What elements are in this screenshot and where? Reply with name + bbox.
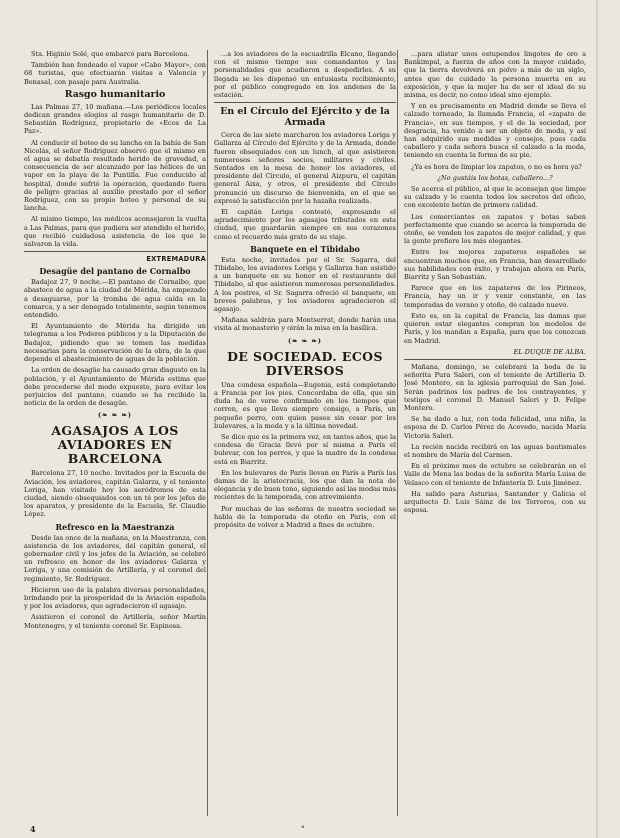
paragraph: Se ha dado a luz, con toda felicidad, una niña, la esposa de D. Carlos Pérez de Acevedo, nacida María Victoria Saleri. xyxy=(404,415,586,440)
paragraph: Parece que en los zapateros de los Pirineos, Francia, hay un ir y venir constante, en las temporadas de verano y otoño, de calzado nuevo. xyxy=(404,284,586,309)
column-1 xyxy=(24,50,206,822)
paragraph: La recién nacida recibirá en las aguas bautismales el nombre de María del Carmen. xyxy=(404,442,586,459)
paragraph: Mañana saldrán para Montserrat, donde harán una visita al monasterio y oirán la misa en la basílica. xyxy=(214,316,396,333)
paragraph: Ha salido para Asturias, Santander y Galicia el arquitecto D. Luis Sáinz de los Terreros, con su esposa. xyxy=(404,489,586,515)
signature: EL DUQUE DE ALBA. xyxy=(513,347,586,356)
paragraph: ...a los aviadores de la escuadrilla Elcano, llegando con el mismo tiempo sus comandantes y las personalidades que acudieron a despedirles. A su llegada se les dispensó un entusiasta recibimiento, por el público congregado en los andenes de la estación. xyxy=(214,50,396,100)
headline-refresco: Refresco en la Maestranza xyxy=(55,521,175,532)
paragraph: Hicieron uso de la palabra diversas personalidades, brindando por la prosperidad de la Aviación española y por los aviadores, que agradecieron el agasajo. xyxy=(24,585,206,611)
paragraph: Cerca de las siete marcharon los aviadores Loriga y Gallarza al Círculo del Ejército y de la Armada, donde fueron obsequiados con un lunch, al que asistieron numerosos señores socios, militares y civiles. Sentados en la mesa de honor los aviadores, el presidente del Círculo, el general Aizpuru, el capitán general Aixa, y otros, el presidente del Círculo pronunció un discurso de bienvenida, en el que se expresó la satisfacción por la hazaña realizada. xyxy=(214,131,396,205)
paragraph: ...para alistar unos estupendos lingotes de oro a Bankimpal, a fuerza de años con la mayor cuidado, que la tierra devolverá en polvo a más de un siglo, antes que de cuidado la persona muerta en su exposición, y que la mujer ha de ser el ideal de su misma, es decir, no como ideal sino ejemplo. xyxy=(404,50,586,100)
paragraph: Asistieron el coronel de Artillería, señor Martín Montenegro, y el teniente coronel Sr. Espinosa. xyxy=(24,613,206,630)
paragraph: Esta noche, invitados por el Sr. Sagarra, del Tibidabo, los aviadores Loriga y Gallarza han asistido a un banquete en su honor en el restaurante del Tibidabo, al que asistieron numerosas personalidades. A los postres, el Sr. Sagarra ofreció el banquete, en breves palabras, y los aviadores agradecieron el agasajo. xyxy=(214,255,396,314)
paragraph: Se acerca el público, al que le aconsejan que limpie su calzado y le cuenta todos los secretos del oficio, con excelente betún de primera calidad. xyxy=(404,185,586,210)
paragraph: En el próximo mes de octubre se celebrarán en el Valle de Mena las bodas de la señorita María Luisa de Velasco con el teniente de Infantería D. Luis Jiménez. xyxy=(404,462,586,487)
headline-agasajos: AGASAJOS A LOS AVIADORES EN BARCELONA xyxy=(51,423,179,467)
headline-rasgo: Rasgo humanitario xyxy=(64,88,166,100)
paragraph: Barcelona 27, 10 noche. Invitados por la Escuela de Aviación, los aviadores, capitán Galarza, y el teniente Loriga, han visitado hoy los aeródromos de esta ciudad, siendo obsequiados con un té por los jefes de los aparatos, y presidente de la Escuela, Sr. Claudio López. xyxy=(24,469,206,519)
paragraph: La orden de desagüe ha causado gran disgusto en la población, y el Ayuntamiento de Mérida estima que debe procederse del modo expuesto, para evitar los perjuicios del pantano, cuando se ha recibido la noticia de la orden de desagüe. xyxy=(24,366,206,408)
paragraph: Y en es precisamente en Madrid donde se lleva el calzado torneado, la llamada Francia, el «zapato de Francia», en sus tiempos, y el de la sociedad, por desgracia, ha venido a ser un objeto de moda, y así han adquirido sus medidas y consejos, pues cada caballero y cada señora busca el calzado a la moda, teniendo en cuenta la forma de su pie. xyxy=(404,102,586,160)
paragraph: El capitán Loriga contestó, expresando el agradecimiento por los agasajos tributados en esta ciudad, que guardarán siempre en sus corazones como el recuerdo más grato de su viaje. xyxy=(214,208,396,241)
divider xyxy=(24,251,206,252)
paragraph: Las Palmas 27, 10 mañana.—Los periódicos locales dedican grandes elogios al rasgo humanitario de D. Sebastián Rodríguez, propietario de «Ecos de La Paz». xyxy=(24,102,206,136)
headline-desague: Desagüe del pantano de Cornalbo xyxy=(39,266,191,277)
divider xyxy=(404,359,586,360)
paragraph: Al conducir el boteo de su lancha en la bahía de San Nicolás, el señor Rodríguez observó que el mismo en el agua se debatía resultado herido de gravedad, a consecuencia de ser alcanzado por las hélices de un vapor en la playa de la Puntilla. Fue conducido al hospital, donde sufrió la operación, quedando fuera de peligro gracias al auxilio prestado por el señor Rodríguez, con su propio boteo y personal de su lancha. xyxy=(24,138,206,213)
headline-sociedad: DE SOCIEDAD. ECOS DIVERSOS xyxy=(227,348,383,378)
column-rule xyxy=(207,50,208,816)
ornament-divider: (❧ ❧ ❧) xyxy=(287,336,322,345)
paragraph: Mañana, domingo, se celebrará la boda de la señorita Pura Saleri, con el teniente de Artillería D. José Montero, en la iglesia parroquial de San José. Serán padrinos los padres de los contrayentes, y testigos el coronel D. Manuel Saleri y D. Felipe Montero. xyxy=(404,362,586,412)
paragraph: Por muchas de las señoras de nuestra sociedad se habla de la temporada de otoño en París, con el propósito de volver a Madrid a fines de octubre. xyxy=(214,504,396,529)
paragraph: ¿Ya es hora de limpiar los zapatos, o no es hora ya? xyxy=(411,162,582,171)
paragraph: En los bulevares de París llevan en París a París las damas de la aristocracia, los que dan la nota de elegancia y de buen tono, siguiendo así las modas más recientes de la temporada, con atrevimiento. xyxy=(214,468,396,502)
page-fold-edge xyxy=(596,0,598,838)
paragraph: También han fondeado el vapor «Cabo Mayor», con 68 turistas, que efectuarán visitas a Valencia y Benasal, con pasaje para Australia. xyxy=(24,61,206,86)
page-number: 4 xyxy=(30,824,36,834)
region-label: EXTREMADURA xyxy=(146,255,206,264)
paragraph: Se dice que es la primera vez, en tantos años, que la condesa de Gracia llevó por sí misma a París el bulevar, con los perros, y que la madre de la condesa está en Biarritz. xyxy=(214,432,396,466)
paragraph: Entre los mejores zapateros españoles se encuentran muchos que, en Francia, han desarrollado sus habilidades con éxito, y trabajan ahora en París, Biarritz y San Sebastián. xyxy=(404,248,586,282)
paragraph: Badajoz 27, 9 noche.—El pantano de Cornalbo, que abastece de agua a la ciudad de Mérida, ha empezado a desaguarse, por la tromba de agua caída en la comarca, y a ser denegado totalmente, según tenemos entendido. xyxy=(24,278,206,320)
divider xyxy=(214,102,396,103)
query-line: ¿No gustáis los botas, caballero...? xyxy=(437,173,553,182)
column-rule xyxy=(397,50,398,816)
paragraph: El Ayuntamiento de Mérida ha dirigido un telegrama a los Poderes públicos y a la Diputación de Badajoz, pidiendo que se tomen las medidas necesarias para la conservación de la obra, de la que depende el abastecimiento de aguas de la población. xyxy=(24,322,206,364)
paragraph: Sta. Higinio Solé, que embarcó para Barcelona. xyxy=(31,50,190,58)
paragraph: Desde las once de la mañana, en la Maestranza, con asistencia de los aviadores, del capitán general, el gobernador civil y los jefes de la Aviación, se celebró un refresco en honor de los aviadores Galarza y Loriga, y una comisión de Artillería, y el coronel del regimiento, Sr. Rodríguez. xyxy=(24,533,206,583)
column-2 xyxy=(214,50,396,822)
headline-circulo: En el Círculo del Ejército y de la Armada xyxy=(220,106,390,129)
paragraph: Al mismo tiempo, los médicos aconsejaron la vuelta a Las Palmas, para que pudiera ser atendido el herido, que recibió cuidadosa asistencia de los que le salvaron la vida. xyxy=(24,215,206,249)
ornament-divider: (❧ ❧ ❧) xyxy=(97,411,132,420)
paragraph: Una condesa española—Eugenia, está completando a Francia por los pies. Concordaba de ella, que sin duda ha de verse confirmado en los tiempos que corren, es que lleva siempre consigo, a París, un pequeño perro, con quien pasea sin cesar por los bulevares, a la moda y a la última novedad. xyxy=(214,380,396,430)
headline-banquete: Banquete en el Tibidabo xyxy=(250,243,360,254)
column-3 xyxy=(404,50,586,822)
footer-mark: ° xyxy=(301,825,305,833)
paragraph: Los comerciantes en zapatos y botas saben perfectamente que cuando se acerca la temporada de otoño, se venden los zapatos de mejor calidad, y que la gente prefiere los más elegantes. xyxy=(404,212,586,246)
paragraph: Esto es, en la capital de Francia, las damas que quieren estar elegantes compran los modelos de París, y los mandan a España, para que los conozcan en Madrid. xyxy=(404,311,586,345)
